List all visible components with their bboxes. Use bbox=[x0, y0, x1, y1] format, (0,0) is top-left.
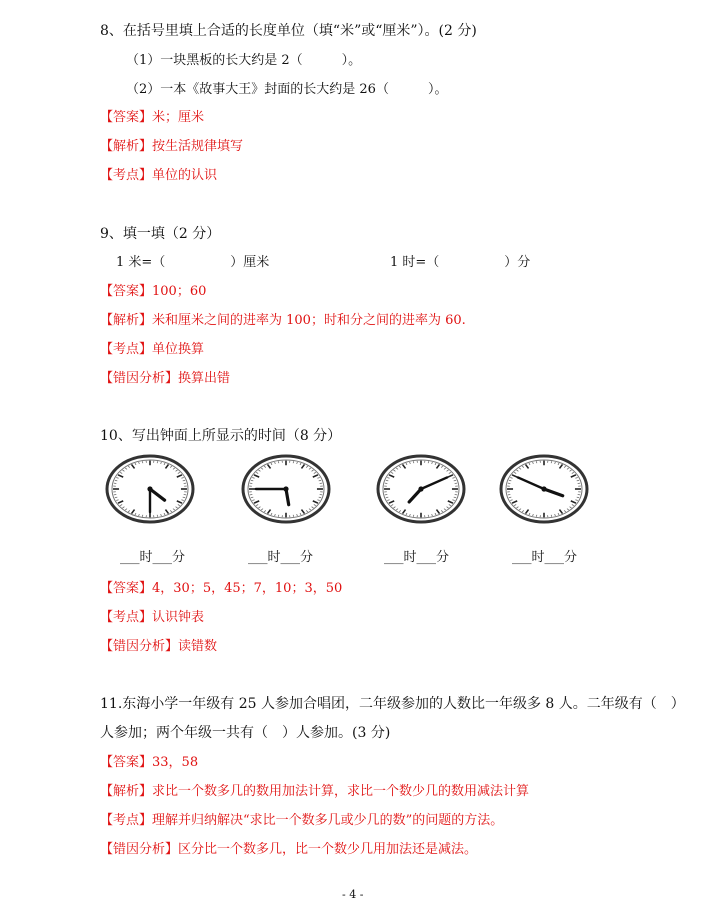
clock-center-pin bbox=[418, 486, 423, 491]
q9-analysis: 【解析】米和厘米之间的进率为 100；时和分之间的进率为 60. bbox=[100, 313, 466, 328]
minute-tick bbox=[536, 461, 537, 463]
minute-tick bbox=[157, 461, 158, 463]
q8-title: 8、在括号里填上合适的长度单位（填“米”或“厘米”）。(2 分) bbox=[100, 23, 477, 39]
q10-point: 【考点】认识钟表 bbox=[100, 610, 205, 625]
q10-blank-4: ___时___分 bbox=[512, 550, 578, 565]
q10-blank-1: ___时___分 bbox=[120, 550, 186, 565]
minute-tick bbox=[157, 515, 158, 517]
q10-blank-3: ___时___分 bbox=[384, 550, 450, 565]
q11-answer: 【答案】33，58 bbox=[100, 755, 199, 770]
q9-answer: 【答案】100；60 bbox=[100, 284, 207, 299]
q9-point: 【考点】单位换算 bbox=[100, 342, 205, 357]
minute-tick bbox=[551, 461, 552, 463]
q9-fill-hour: 1 时=（ ）分 bbox=[390, 255, 531, 270]
minute-tick bbox=[142, 461, 143, 463]
clock-face-2 bbox=[240, 453, 332, 525]
q10-error: 【错因分析】读错数 bbox=[100, 639, 218, 654]
minute-tick bbox=[278, 461, 279, 463]
minute-tick bbox=[428, 515, 429, 517]
clock-center-pin bbox=[283, 486, 288, 491]
q8-point: 【考点】单位的认识 bbox=[100, 168, 218, 183]
q11-analysis: 【解析】求比一个数多几的数用加法计算，求比一个数少几的数用减法计算 bbox=[100, 784, 530, 799]
clock-face-1 bbox=[104, 453, 196, 525]
q11-title-line-1: 11.东海小学一年级有 25 人参加合唱团，二年级参加的人数比一年级多 8 人。二年级有（ ） bbox=[100, 696, 685, 712]
minute-tick bbox=[413, 461, 414, 463]
clock-face-3 bbox=[375, 453, 467, 525]
clock-center-pin bbox=[541, 486, 546, 491]
q11-title-line-2: 人参加；两个年级一共有（ ）人参加。(3 分) bbox=[100, 725, 391, 741]
q11-point: 【考点】理解并归纳解决“求比一个数多几或少几的数”的问题的方法。 bbox=[100, 813, 504, 828]
q10-answer: 【答案】4，30；5，45；7，10；3，50 bbox=[100, 581, 343, 596]
minute-tick bbox=[428, 461, 429, 463]
q8-answer: 【答案】米；厘米 bbox=[100, 110, 205, 125]
clock-center-pin bbox=[147, 486, 152, 491]
q8-analysis: 【解析】按生活规律填写 bbox=[100, 139, 244, 154]
minute-tick bbox=[551, 515, 552, 517]
q8-item-1: （1）一块黑板的长大约是 2（ ）。 bbox=[126, 53, 362, 68]
minute-tick bbox=[536, 515, 537, 517]
minute-tick bbox=[413, 515, 414, 517]
q9-fill-meter: 1 米=（ ）厘米 bbox=[116, 255, 270, 270]
clock-face-4 bbox=[498, 453, 590, 525]
q9-title: 9、填一填（2 分） bbox=[100, 226, 221, 242]
minute-tick bbox=[293, 461, 294, 463]
minute-tick bbox=[293, 515, 294, 517]
q10-blank-2: ___时___分 bbox=[248, 550, 314, 565]
q10-title: 10、写出钟面上所显示的时间（8 分） bbox=[100, 428, 342, 444]
page-number: - 4 - bbox=[342, 888, 364, 901]
q9-error: 【错因分析】换算出错 bbox=[100, 371, 231, 386]
q11-error: 【错因分析】区分比一个数多几，比一个数少几用加法还是减法。 bbox=[100, 842, 478, 857]
minute-tick bbox=[278, 515, 279, 517]
q8-item-2: （2）一本《故事大王》封面的长大约是 26（ ）。 bbox=[126, 82, 448, 97]
minute-tick bbox=[142, 515, 143, 517]
